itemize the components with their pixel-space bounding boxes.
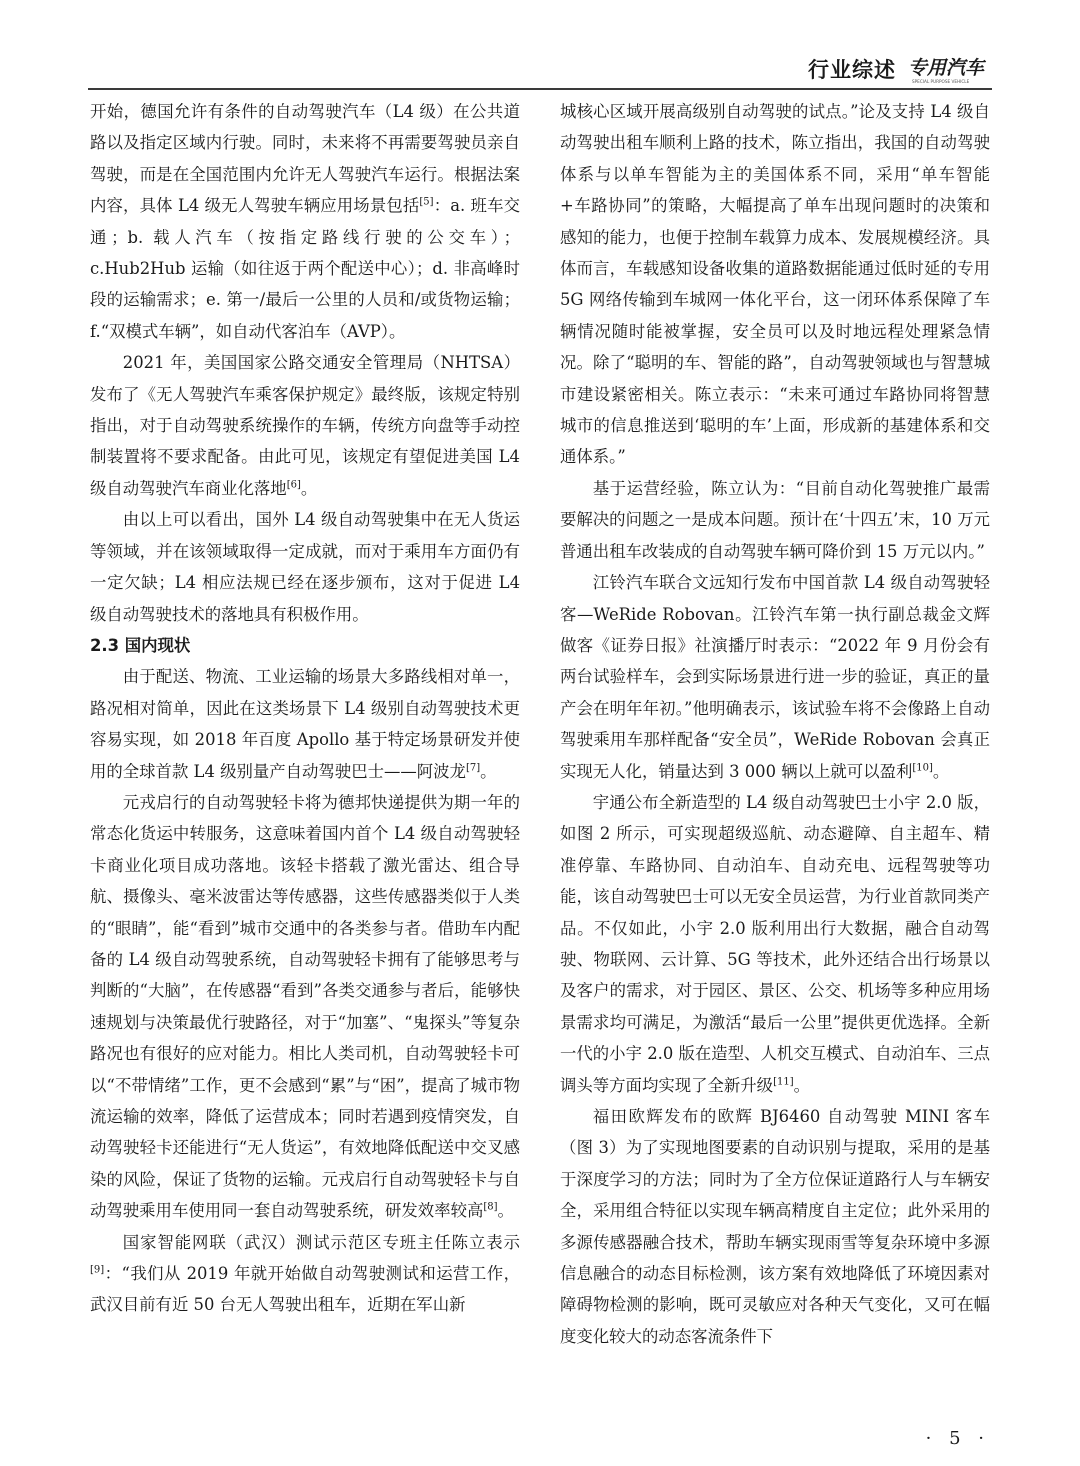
paragraph: 城核心区域开展高级别自动驾驶的试点。”论及支持 L4 级自动驾驶出租车顺利上路的技术，陈立指出，我国的自动驾驶体系与以单车智能为主的美国体系不同，采用“单车智能+车路协同”的策略，大幅提高了单车出现问题时的决策和感知的能力，也便于控制车载算力成本、发展规模经济。具体而言，车载感知设备收集的道路数据能通过低时延的专用 5G 网络传输到车城网一体化平台，这一闭环体系保障了车辆情况随时能被掌握，安全员可以及时地远程处理紧急情况。除了“聪明的车、智能的路”，自动驾驶领域也与智慧城市建设紧密相关。陈立表示：“未来可通过车路协同将智慧城市的信息推送到‘聪明的车’上面，形成新的基建体系和交通体系。”	[560, 102, 990, 467]
logo-text: 专用汽车	[908, 57, 985, 79]
paragraph: 元戎启行的自动驾驶轻卡将为德邦快递提供为期一年的常态化货运中转服务，这意味着国内首个 L4 级自动驾驶轻卡商业化项目成功落地。该轻卡搭载了激光雷达、组合导航、摄像头、毫米波雷达等传感器，这些传感器类似于人类的“眼睛”，能“看到”城市交通中的各类参与者。借助车内配备的 L4 级自动驾驶系统，自动驾驶轻卡拥有了能够思考与判断的“大脑”，在传感器“看到”各类交通参与者后，能够快速规划与决策最优行驶路径，对于“加塞”、“鬼探头”等复杂路况也有很好的应对能力。相比人类司机，自动驾驶轻卡可以“不带情绪”工作，更不会感到“累”与“困”，提高了城市物流运输的效率，降低了运营成本；同时若遇到疫情突发，自动驾驶轻卡还能进行“无人货运”，有效地降低配送中交叉感染的风险，保证了货物的运输。元戎启行自动驾驶轻卡与自动驾驶乘用车使用同一套自动驾驶系统，研发效率较高[8]。	[90, 792, 520, 1221]
section-title: 行业综述	[808, 58, 896, 82]
journal-logo-icon	[906, 52, 992, 86]
paragraph: 福田欧辉发布的欧辉 BJ6460 自动驾驶 MINI 客车（图 3）为了实现地图要素的自动识别与提取，采用的是基于深度学习的方法；同时为了全方位保证道路行人与车辆安全，采用组合特征以实现车辆高精度自主定位；此外采用的多源传感器融合技术，帮助车辆实现雨雪等复杂环境中多源信息融合的动态目标检测，该方案有效地降低了环境因素对障碍物检测的影响，既可灵敏应对各种天气变化，又可在幅度变化较大的动态客流条件下	[560, 1107, 990, 1346]
section-heading: 2.3 国内现状	[90, 635, 191, 655]
paragraph: 江铃汽车联合文远知行发布中国首款 L4 级自动驾驶轻客—WeRide Robovan。江铃汽车第一执行副总裁金文辉做客《证券日报》社演播厅时表示：“2022 年 9 月份会有两台试验样车，会到实际场景进行进一步的验证，真正的量产会在明年年初。”他明确表示，该试验车将不会像路上自动驾驶乘用车那样配备“安全员”，WeRide Robovan 会真正实现无人化，销量达到 3 000 辆以上就可以盈利[10]。	[560, 573, 990, 781]
journal-logo	[906, 52, 992, 86]
paragraph: 开始，德国允许有条件的自动驾驶汽车（L4 级）在公共道路以及指定区域内行驶。同时，未来将不再需要驾驶员亲自驾驶，而是在全国范围内允许无人驾驶汽车运行。根据法案内容，具体 L4 级无人驾驶车辆应用场景包括[5]：a. 班车交通；b. 载人汽车（按指定路线行驶的公交车）；c.Hub2Hub 运输（如往返于两个配送中心）；d. 非高峰时段的运输需求；e. 第一/最后一公里的人员和/或货物运输；f.“双模式车辆”，如自动代客泊车（AVP）。	[90, 102, 520, 341]
citation: [6]	[286, 479, 301, 491]
paragraph: 2021 年，美国国家公路交通安全管理局（NHTSA）发布了《无人驾驶汽车乘客保护规定》最终版，该规定特别指出，对于自动驾驶系统操作的车辆，传统方向盘等手动控制装置将不要求配备。由此可见，该规定有望促进美国 L4 级自动驾驶汽车商业化落地[6]。	[90, 353, 520, 498]
right-column	[560, 96, 990, 1352]
header-rule	[88, 88, 992, 90]
citation: [7]	[465, 762, 481, 774]
paragraph: 由于配送、物流、工业运输的场景大多路线相对单一，路况相对简单，因此在这类场景下 L4 级别自动驾驶技术更容易实现，如 2018 年百度 Apollo 基于特定场景研发并使用的全球首款 L4 级别量产自动驾驶巴士——阿波龙[7]。	[90, 667, 520, 781]
citation: [5]	[419, 196, 434, 208]
page-header	[808, 52, 992, 86]
citation: [10]	[912, 762, 933, 774]
logo-subtext: SPECIAL PURPOSE VEHICLE	[912, 79, 970, 84]
left-column	[90, 96, 520, 1321]
citation: [9]	[90, 1264, 105, 1276]
citation: [8]	[483, 1201, 498, 1213]
citation: [11]	[773, 1076, 794, 1088]
paragraph: 由以上可以看出，国外 L4 级自动驾驶集中在无人货运等领域，并在该领域取得一定成就，而对于乘用车方面仍有一定欠缺；L4 相应法规已经在逐步颁布，这对于促进 L4 级自动驾驶技术的落地具有积极作用。	[90, 510, 520, 624]
paragraph: 国家智能网联（武汉）测试示范区专班主任陈立表示[9]：“我们从 2019 年就开始做自动驾驶测试和运营工作，武汉目前有近 50 台无人驾驶出租车，近期在军山新	[90, 1232, 520, 1315]
page-number: · 5 ·	[925, 1428, 990, 1449]
paragraph: 基于运营经验，陈立认为：“目前自动化驾驶推广最需要解决的问题之一是成本问题。预计在‘十四五’末，10 万元普通出租车改装成的自动驾驶车辆可降价到 15 万元以内。”	[560, 478, 990, 561]
paragraph: 宇通公布全新造型的 L4 级自动驾驶巴士小宇 2.0 版，如图 2 所示，可实现超级巡航、动态避障、自主超车、精准停靠、车路协同、自动泊车、自动充电、远程驾驶等功能，该自动驾驶巴士可以无安全员运营，为行业首款同类产品。不仅如此，小宇 2.0 版利用出行大数据，融合自动驾驶、物联网、云计算、5G 等技术，此外还结合出行场景以及客户的需求，对于园区、景区、公交、机场等多种应用场景需求均可满足，为激活“最后一公里”提供更优选择。全新一代的小宇 2.0 版在造型、人机交互模式、自动泊车、三点调头等方面均实现了全新升级[11]。	[560, 792, 990, 1095]
